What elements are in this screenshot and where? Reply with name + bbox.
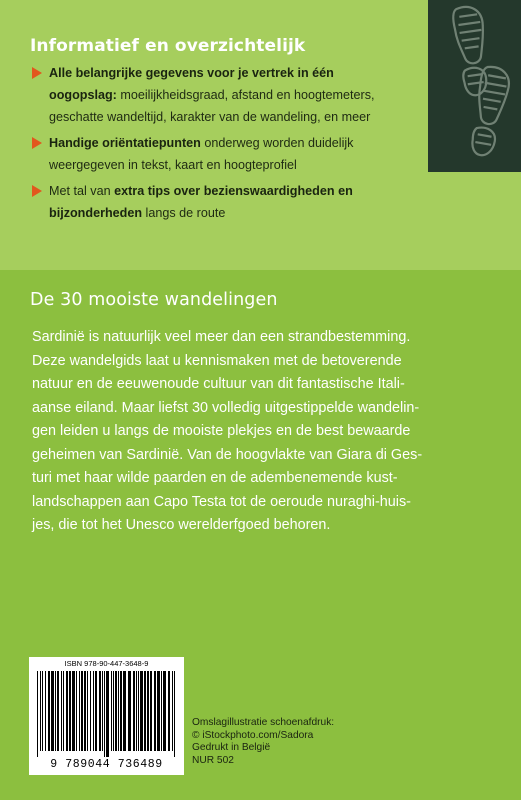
barcode-bar: [154, 671, 156, 751]
barcode-bar: [42, 671, 43, 751]
barcode-bar: [51, 671, 54, 751]
intro-line: natuur en de eeuwenoude cultuur van dit fantastische Itali-: [32, 376, 405, 392]
barcode-bar: [106, 671, 109, 757]
feature-text: onderweg worden duidelijk: [200, 136, 354, 150]
barcode-bar: [69, 671, 71, 751]
barcode-bar: [61, 671, 62, 751]
barcode-bar: [128, 671, 131, 751]
barcode-bar: [84, 671, 86, 751]
feature-text: geschatte wandeltijd, karakter van de wandeling, en meer: [49, 110, 371, 124]
barcode-bar: [102, 671, 103, 751]
barcode-bar: [174, 671, 175, 757]
barcode-bar: [55, 671, 56, 751]
barcode-bar: [138, 671, 139, 751]
intro-line: turi met haar wilde paarden en de adembenemende kust-: [32, 470, 398, 486]
barcode-digits: 9 789044 736489: [50, 758, 163, 771]
isbn-label: ISBN 978-90-447-3648-9: [64, 659, 149, 668]
feature-text: Met tal van: [49, 184, 115, 198]
intro-line: aanse eiland. Maar liefst 30 volledig uitgestippelde wandelin-: [32, 399, 420, 416]
barcode-bar: [63, 671, 64, 751]
credit-line: Gedrukt in België: [192, 742, 271, 754]
barcode-bar: [81, 671, 83, 751]
barcode-box: [29, 657, 184, 775]
shoe-print-image: [428, 0, 521, 172]
barcode-bar: [66, 671, 68, 751]
feature-list: [32, 62, 424, 228]
barcode-bar: [93, 671, 94, 751]
feature-highlight: oogopslag:: [49, 88, 117, 102]
barcode-bar: [140, 671, 143, 751]
barcode-bar: [163, 671, 166, 751]
barcode-bar: [133, 671, 135, 751]
credits-list: [192, 717, 334, 767]
intro-line: gen leiden u langs de mooiste plekjes en de best bewaarde: [32, 423, 411, 439]
feature-item: [32, 62, 424, 128]
barcode-bar: [99, 671, 101, 751]
barcode-bar: [48, 671, 50, 751]
barcode-bar: [37, 671, 38, 757]
feature-line: [49, 84, 424, 106]
barcode-bar: [161, 671, 162, 751]
feature-item: [32, 180, 424, 224]
barcode-bar: [168, 671, 170, 751]
barcode-bar: [150, 671, 152, 751]
barcode-bar: [157, 671, 160, 751]
barcode-bar: [40, 671, 41, 751]
feature-text: moeilijkheidsgraad, afstand en hoogtemeters,: [116, 88, 375, 102]
intro-paragraph: [32, 326, 502, 538]
feature-line: [49, 202, 424, 224]
bullet-arrow-icon: [32, 67, 42, 79]
barcode-bar: [147, 671, 149, 751]
barcode-bar: [113, 671, 114, 751]
barcode-bar: [123, 671, 126, 751]
feature-item: [32, 132, 424, 176]
barcode-bar: [95, 671, 97, 751]
feature-line: [49, 106, 424, 128]
barcode-bar: [120, 671, 122, 751]
feature-highlight: Alle belangrijke gegevens voor je vertrek in één: [49, 66, 334, 80]
intro-line: Deze wandelgids laat u kennismaken met de betoverende: [32, 352, 402, 369]
barcode-bar: [45, 671, 46, 751]
feature-text: weergegeven in tekst, kaart en hoogteprofiel: [49, 158, 297, 172]
feature-highlight: extra tips over bezienswaardigheden en: [114, 184, 353, 198]
intro-line: Sardinië is natuurlijk veel meer dan een strandbestemming.: [32, 329, 411, 345]
barcode-bar: [72, 671, 75, 751]
barcode-bar: [115, 671, 117, 751]
feature-line: [49, 62, 424, 84]
credit-line: NUR 502: [192, 754, 234, 766]
credit-line: © iStockphoto.com/Sadora: [192, 729, 314, 741]
intro-line: landschappen aan Capo Testa tot de oeroude nuraghi-huis-: [32, 493, 411, 510]
barcode-bar: [87, 671, 88, 751]
features-title: Informatief en overzichtelijk: [30, 36, 306, 56]
intro-line: jes, die tot het Unesco werelderfgoed behoren.: [32, 517, 331, 533]
feature-text: langs de route: [142, 206, 226, 220]
feature-line: [49, 154, 424, 176]
barcode-bar: [111, 671, 112, 751]
feature-highlight: Handige oriëntatiepunten: [49, 136, 201, 150]
barcode-image: [33, 671, 180, 757]
bullet-arrow-icon: [32, 137, 42, 149]
bullet-arrow-icon: [32, 185, 42, 197]
barcode-bar: [104, 671, 105, 757]
barcode-bar: [136, 671, 137, 751]
barcode-bar: [76, 671, 77, 751]
feature-line: [49, 132, 424, 154]
barcode-bar: [144, 671, 146, 751]
credit-line: Omslagillustratie schoenafdruk:: [192, 717, 335, 728]
barcode-bar: [57, 671, 59, 751]
feature-line: [49, 180, 424, 202]
feature-highlight: bijzonderheden: [49, 206, 143, 220]
intro-line: geheimen van Sardinië. Van de hoogvlakte van Giara di Ges-: [32, 446, 423, 463]
shoe-print-icon: [428, 0, 521, 172]
intro-title: De 30 mooiste wandelingen: [30, 290, 278, 310]
barcode-bar: [118, 671, 119, 751]
barcode-bar: [90, 671, 91, 751]
barcode-bar: [172, 671, 173, 751]
barcode-bar: [79, 671, 80, 751]
